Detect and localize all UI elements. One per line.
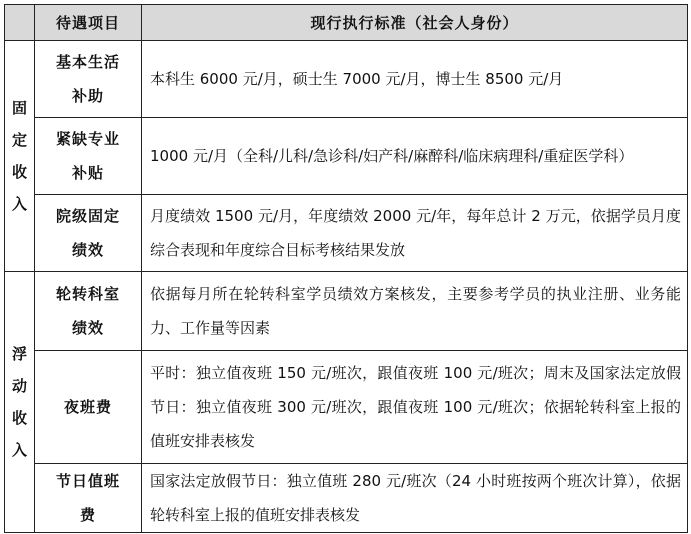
standard-hospital-fixed-performance: 月度绩效 1500 元/月，年度绩效 2000 元/年，每年总计 2 万元，依据学员月度综合表现和年度综合目标考核结果发放 [142, 195, 688, 272]
standard-shortage-allowance: 1000 元/月（全科/儿科/急诊科/妇产科/麻醉科/临床病理科/重症医学科） [142, 118, 688, 195]
header-item: 待遇项目 [35, 5, 142, 41]
table-row [5, 195, 688, 272]
benefits-table [4, 4, 688, 533]
category-fixed-income: 固 定 收 入 [5, 41, 35, 272]
item-rotation-performance: 轮转科室 绩效 [35, 272, 142, 351]
item-night-shift-fee: 夜班费 [35, 351, 142, 464]
standard-holiday-duty-fee: 国家法定放假节日：独立值班 280 元/班次（24 小时班按两个班次计算），依据轮转科室上报的值班安排表核发 [142, 464, 688, 533]
header-blank-cell [5, 5, 35, 41]
table-row [5, 351, 688, 464]
table-header-row [5, 5, 688, 41]
item-shortage-allowance: 紧缺专业 补贴 [35, 118, 142, 195]
table-row [5, 272, 688, 351]
standard-rotation-performance: 依据每月所在轮转科室学员绩效方案核发，主要参考学员的执业注册、业务能力、工作量等因素 [142, 272, 688, 351]
table-row [5, 464, 688, 533]
item-basic-subsidy: 基本生活 补助 [35, 41, 142, 118]
category-floating-income: 浮 动 收 入 [5, 272, 35, 533]
table-row [5, 41, 688, 118]
standard-basic-subsidy: 本科生 6000 元/月，硕士生 7000 元/月，博士生 8500 元/月 [142, 41, 688, 118]
header-standard: 现行执行标准（社会人身份） [142, 5, 688, 41]
table-row [5, 118, 688, 195]
item-holiday-duty-fee: 节日值班 费 [35, 464, 142, 533]
item-hospital-fixed-performance: 院级固定 绩效 [35, 195, 142, 272]
standard-night-shift-fee: 平时：独立值夜班 150 元/班次，跟值夜班 100 元/班次；周末及国家法定放假节日：独立值夜班 300 元/班次，跟值夜班 100 元/班次；依据轮转科室上报的值班安排表核发 [142, 351, 688, 464]
